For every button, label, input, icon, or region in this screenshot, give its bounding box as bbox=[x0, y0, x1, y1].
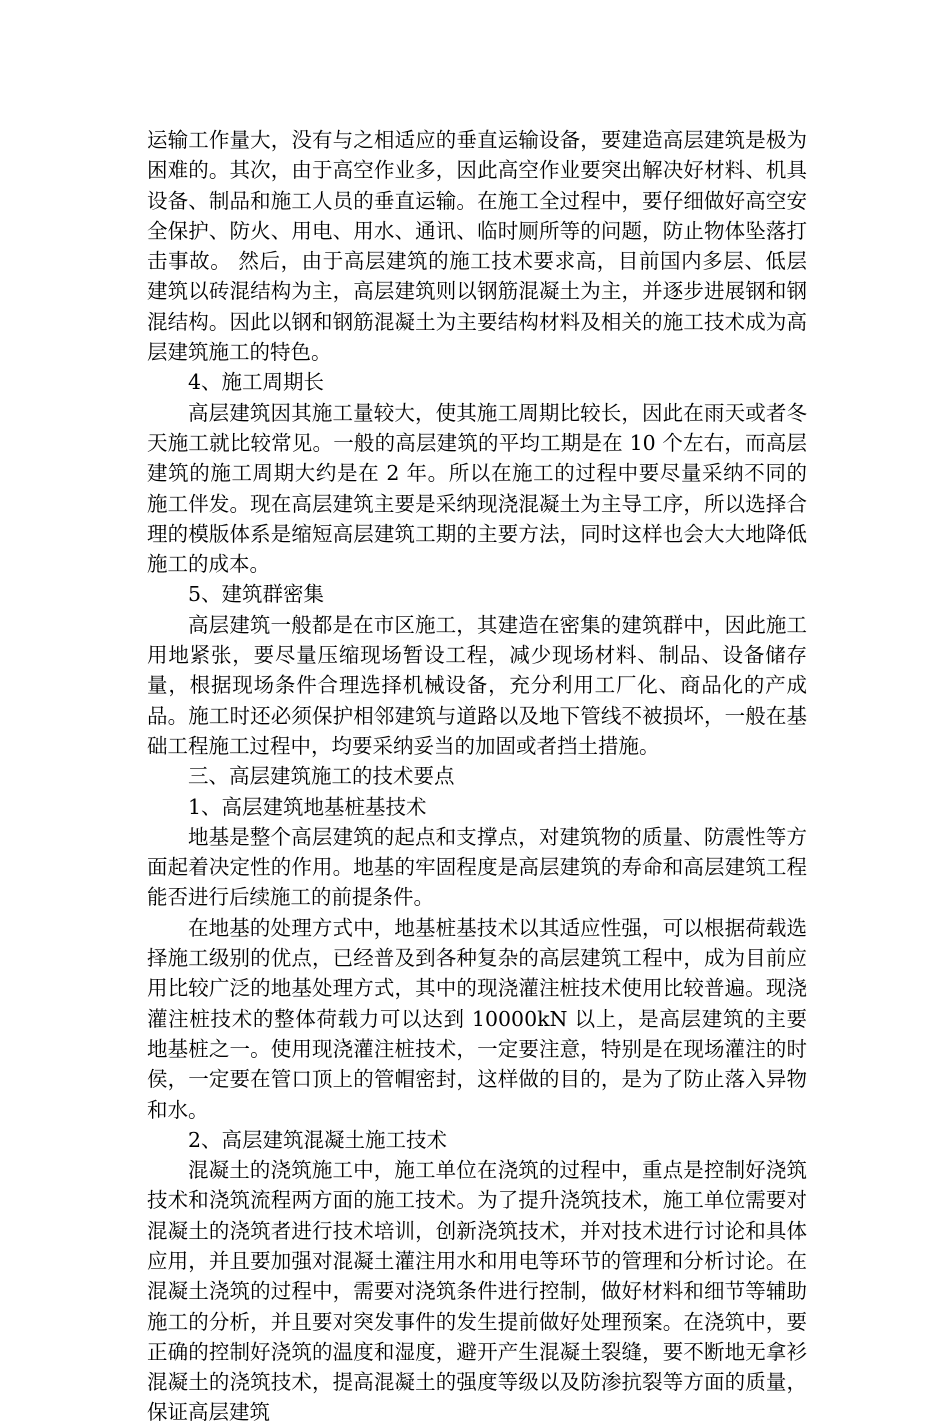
paragraph-foundation-pile: 在地基的处理方式中，地基桩基技术以其适应性强，可以根据荷载选择施工级别的优点，已经普及到各种复杂的高层建筑工程中，成为目前应用比较广泛的地基处理方式，其中的现浇灌注桩技术使用比较普遍。现浇灌注桩技术的整体荷载力可以达到 10000kN 以上，是高层建筑的主要地基桩之一。使用现浇灌注桩技术，一定要注意，特别是在现场灌注的时侯，一定要在管口顶上的管帽密封，这样做的目的，是为了防止落入异物和水。 bbox=[147, 915, 807, 1122]
paragraph-concrete-construction: 混凝土的浇筑施工中，施工单位在浇筑的过程中，重点是控制好浇筑技术和浇筑流程两方面的施工技术。为了提升浇筑技术，施工单位需要对混凝土的浇筑者进行技术培训，创新浇筑技术，并对技术进行讨论和具体应用，并且要加强对混凝土灌注用水和用电等环节的管理和分析讨论。在混凝土浇筑的过程中，需要对浇筑条件进行控制，做好材料和细节等辅助施工的分析，并且要对突发事件的发生提前做好处理预案。在浇筑中，要正确的控制好浇筑的温度和湿度，避开产生混凝土裂缝，要不断地无拿衫混凝土的浇筑技术，提高混凝土的强度等级以及防渗抗裂等方面的质量，保证高层建筑 bbox=[147, 1158, 807, 1425]
section-heading-technical-points: 三、高层建筑施工的技术要点 bbox=[188, 764, 455, 789]
document-page bbox=[147, 125, 807, 1428]
subheading-dense-buildings: 5、建筑群密集 bbox=[188, 582, 325, 607]
subheading-concrete-construction: 2、高层建筑混凝土施工技术 bbox=[188, 1127, 448, 1152]
paragraph-dense-buildings: 高层建筑一般都是在市区施工，其建造在密集的建筑群中，因此施工用地紧张，要尽量压缩现场暂设工程，减少现场材料、制品、设备储存量，根据现场条件合理选择机械设备，充分利用工厂化、商品化的产成品。施工时还必须保护相邻建筑与道路以及地下管线不被损坏，一般在基础工程施工过程中，均要采纳妥当的加固或者挡土措施。 bbox=[147, 612, 807, 758]
paragraph-foundation-intro: 地基是整个高层建筑的起点和支撑点，对建筑物的质量、防震性等方面起着决定性的作用。地基的牢固程度是高层建筑的寿命和高层建筑工程能否进行后续施工的前提条件。 bbox=[147, 824, 807, 910]
subheading-foundation-pile: 1、高层建筑地基桩基技术 bbox=[188, 794, 427, 819]
paragraph-construction-period: 高层建筑因其施工量较大，使其施工周期比较长，因此在雨天或者冬天施工就比较常见。一般的高层建筑的平均工期是在 10 个左右，而高层建筑的施工周期大约是在 2 年。所以在施工的过程中要尽量采纳不同的施工伴发。现在高层建筑主要是采纳现浇混凝土为主导工序，所以选择合理的模版体系是缩短高层建筑工期的主要方法，同时这样也会大大地降低施工的成本。 bbox=[147, 400, 807, 577]
subheading-construction-period: 4、施工周期长 bbox=[188, 370, 325, 395]
paragraph-continuation: 运输工作量大，没有与之相适应的垂直运输设备，要建造高层建筑是极为困难的。其次，由于高空作业多，因此高空作业要突出解决好材料、机具设备、制品和施工人员的垂直运输。在施工全过程中，要仔细做好高空安全保护、防火、用电、用水、通讯、临时厕所等的问题，防止物体坠落打击事故。 然后，由于高层建筑的施工技术要求高，目前国内多层、低层建筑以砖混结构为主，高层建筑则以钢筋混凝土为主，并逐步进展钢和钢混结构。因此以钢和钢筋混凝土为主要结构材料及相关的施工技术成为高层建筑施工的特色。 bbox=[147, 128, 807, 365]
